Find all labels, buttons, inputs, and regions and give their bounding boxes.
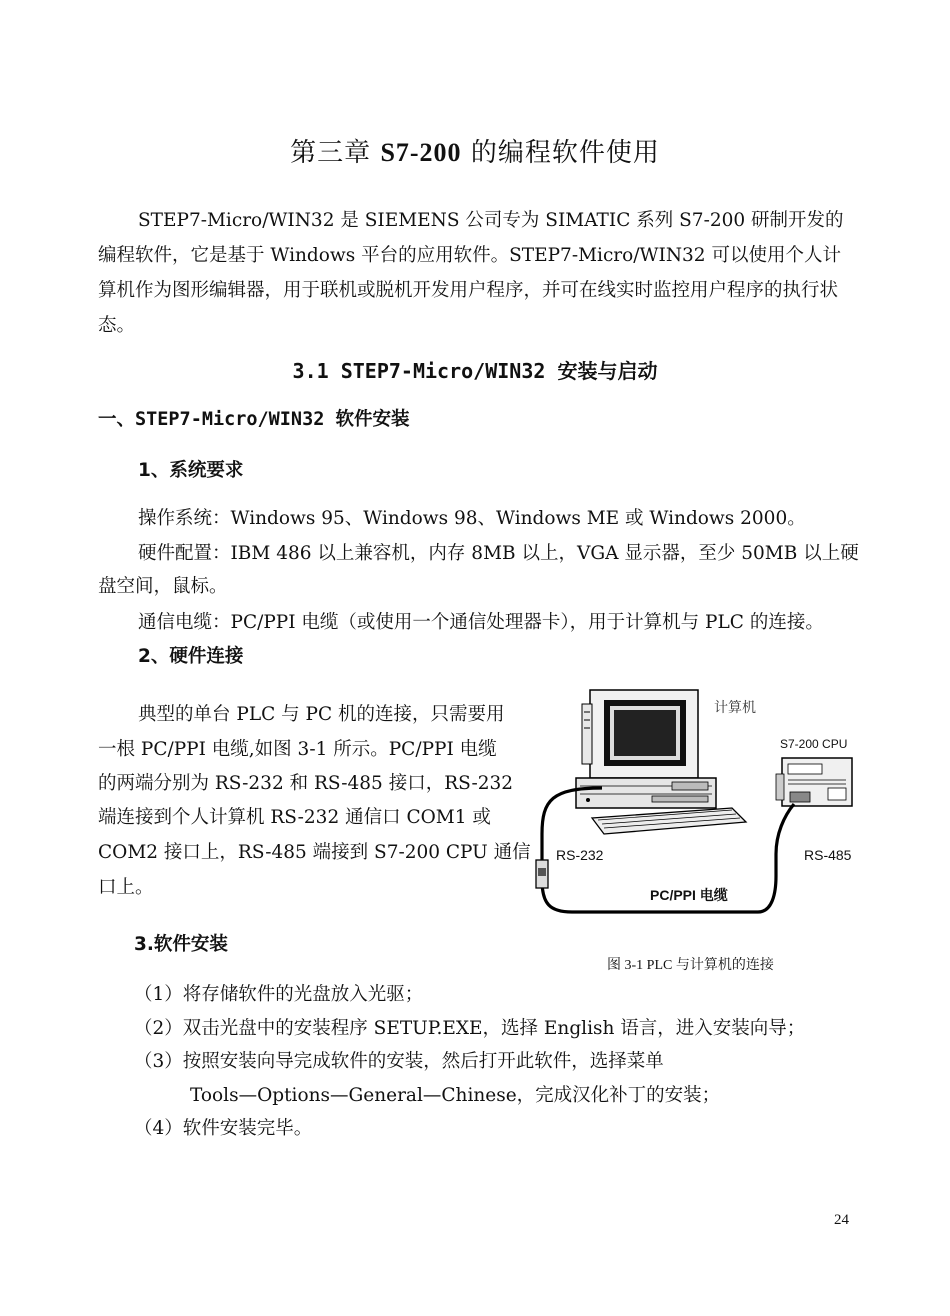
hw-requirement-line-2: 盘空间，鼠标。: [98, 576, 228, 597]
install-step: （4）软件安装完毕。: [134, 1118, 313, 1139]
chapter-title: [0, 132, 950, 169]
install-step: （3）按照安装向导完成软件的安装，然后打开此软件，选择菜单: [134, 1051, 664, 1072]
hw-connect-line: 端连接到个人计算机 RS-232 通信口 COM1 或: [98, 807, 491, 828]
chapter-title-code: S7-200: [380, 138, 462, 167]
figure-caption: 图 3-1 PLC 与计算机的连接: [607, 958, 774, 973]
subsection-heading: 一、STEP7-Micro/WIN32 软件安装: [98, 409, 410, 430]
hw-connect-line: 的两端分别为 RS-232 和 RS-485 接口，RS-232: [98, 773, 514, 794]
item-3-heading: 3.软件安装: [134, 934, 228, 955]
hw-connect-line: 一根 PC/PPI 电缆,如图 3-1 所示。PC/PPI 电缆: [98, 739, 497, 760]
install-step: （2）双击光盘中的安装程序 SETUP.EXE，选择 English 语言，进入安装向导；: [134, 1018, 806, 1039]
hw-requirement-line-1: 硬件配置：IBM 486 以上兼容机，内存 8MB 以上，VGA 显示器，至少 50MB 以上硬: [138, 543, 859, 564]
label-computer: 计算机: [714, 699, 756, 715]
label-rs232: RS-232: [556, 847, 604, 863]
chapter-title-prefix: 第三章: [290, 138, 372, 168]
figure-plc-pc-connection: [532, 684, 854, 924]
install-step: Tools—Options—General—Chinese，完成汉化补丁的安装；: [190, 1085, 721, 1106]
os-requirement: 操作系统：Windows 95、Windows 98、Windows ME 或 Windows 2000。: [138, 508, 806, 529]
item-1-heading: 1、系统要求: [138, 460, 244, 481]
intro-paragraph: [98, 203, 854, 343]
page-number: 24: [834, 1212, 849, 1228]
intro-text: STEP7-Micro/WIN32 是 SIEMENS 公司专为 SIMATIC 系列 S7-200 研制开发的编程软件，它是基于 Windows 平台的应用软件。STEP7-Micro/WIN32 可以使用个人计算机作为图形编辑器，用于联机或脱机开发用户程序，并可在线实时监控用户程序的执行状态。: [98, 210, 844, 336]
hw-connect-line: COM2 接口上，RS-485 端接到 S7-200 CPU 通信: [98, 842, 531, 863]
hw-connect-line: 典型的单台 PLC 与 PC 机的连接，只需要用: [138, 704, 505, 725]
connection-diagram: [532, 684, 854, 924]
cable-requirement: 通信电缆：PC/PPI 电缆（或使用一个通信处理器卡），用于计算机与 PLC 的连接。: [138, 612, 824, 633]
install-step: （1）将存储软件的光盘放入光驱；: [134, 984, 424, 1005]
item-2-heading: 2、硬件连接: [138, 646, 244, 667]
section-heading: 3.1 STEP7-Micro/WIN32 安装与启动: [292, 359, 658, 383]
hw-connect-line: 口上。: [98, 877, 154, 898]
plc-cpu-icon: [776, 758, 852, 806]
label-rs485: RS-485: [804, 847, 852, 863]
label-cable: PC/PPI 电缆: [650, 887, 728, 903]
chapter-title-suffix: 的编程软件使用: [470, 138, 660, 168]
label-cpu: S7-200 CPU: [780, 737, 848, 751]
